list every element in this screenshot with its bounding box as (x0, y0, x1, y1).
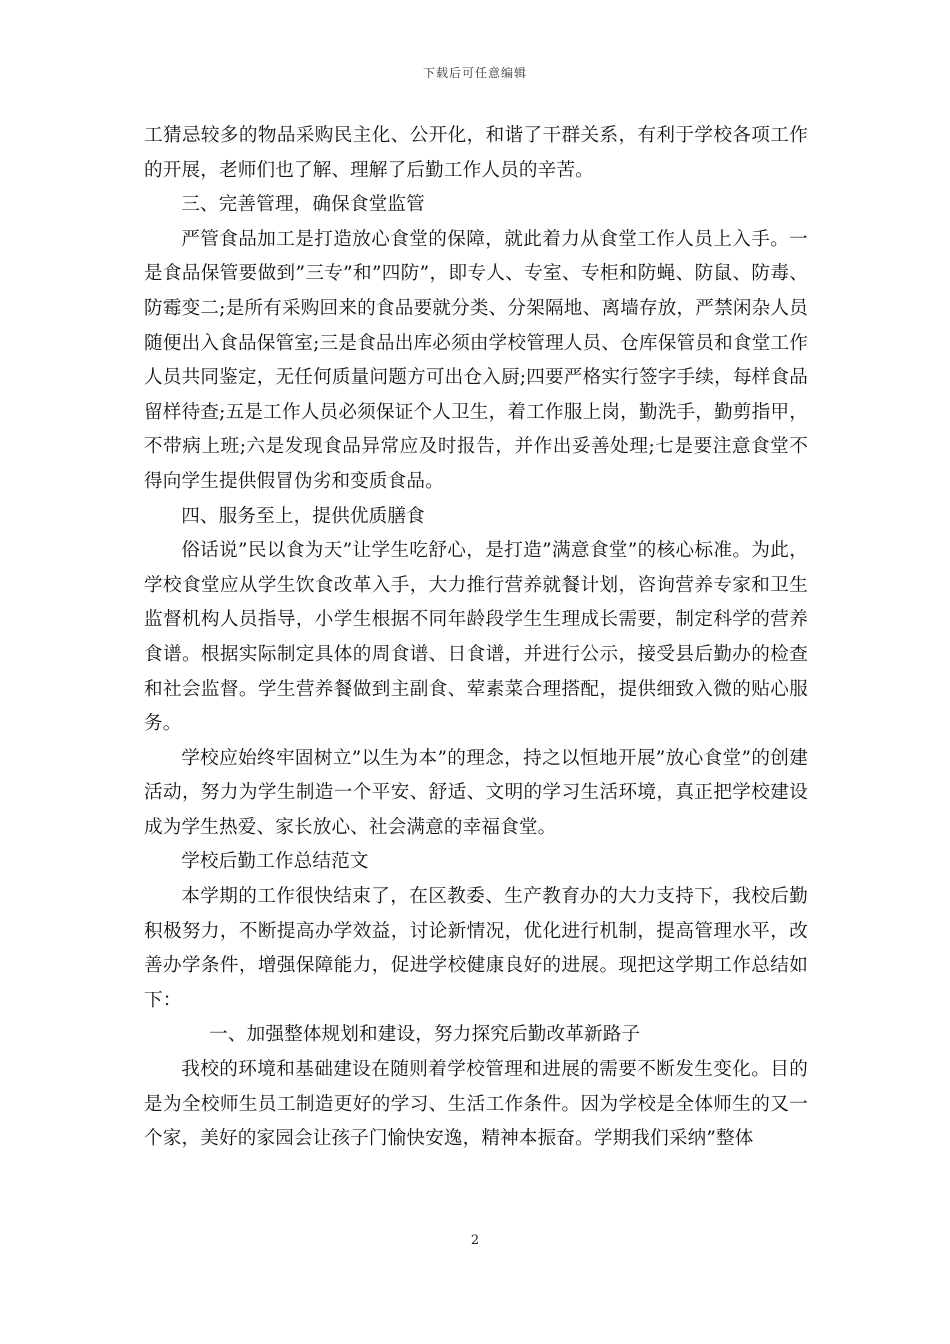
paragraph-3: 俗话说”民以食为天”让学生吃舒心，是打造”满意食堂”的核心标准。为此，学校食堂应从学生饮食改革入手，大力推行营养就餐计划，咨询营养专家和卫生监督机构人员指导，小学生根据不同年龄段学生生理成长需要，制定科学的营养食谱。根据实际制定具体的周食谱、日食谱，并进行公示，接受县后勤办的检查和社会监督。学生营养餐做到主副食、荤素菜合理搭配，提供细致入微的贴心服务。 (144, 540, 808, 735)
section-heading-4: 四、服务至上，提供优质膳食 (181, 505, 425, 527)
paragraph-6: 我校的环境和基础建设在随则着学校管理和进展的需要不断发生变化。目的是为全校师生员工制造更好的学习、生活工作条件。因为学校是全体师生的又一个家，美好的家园会让孩子门愉快安逸，精神本振奋。学期我们采纳”整体 (144, 1059, 808, 1150)
document-subtitle: 学校后勤工作总结范文 (181, 851, 369, 873)
paragraph-2: 严管食品加工是打造放心食堂的保障，就此着力从食堂工作人员上入手。一是食品保管要做到”三专”和”四防”，即专人、专室、专柜和防蝇、防鼠、防毒、防霉变二;是所有采购回来的食品要就分类、分架隔地、离墙存放，严禁闲杂人员随便出入食品保管室;三是食品出库必须由学校管理人员、仓库保管员和食堂工作人员共同鉴定，无任何质量问题方可出仓入厨;四要严格实行签字手续，每样食品留样待查;五是工作人员必须保证个人卫生，着工作服上岗，勤洗手，勤剪指甲，不带病上班;六是发现食品异常应及时报告，并作出妥善处理;七是要注意食堂不得向学生提供假冒伪劣和变质食品。 (144, 228, 808, 492)
paragraph-1: 工猜忌较多的物品采购民主化、公开化，和谐了干群关系，有利于学校各项工作的开展，老师们也了解、理解了后勤工作人员的辛苦。 (144, 125, 808, 181)
document-body (144, 119, 808, 1157)
page-header-note: 下载后可任意编辑 (422, 66, 527, 80)
page-number: 2 (470, 1233, 480, 1248)
paragraph-5: 本学期的工作很快结束了，在区教委、生产教育办的大力支持下，我校后勤积极努力，不断提高办学效益，讨论新情况，优化进行机制，提高管理水平，改善办学条件，增强保障能力，促进学校健康良好的进展。现把这学期工作总结如下： (144, 886, 808, 1011)
paragraph-4: 学校应始终牢固树立”以生为本”的理念，持之以恒地开展”放心食堂”的创建活动，努力为学生制造一个平安、舒适、文明的学习生活环境，真正把学校建设成为学生热爱、家长放心、社会满意的幸福食堂。 (144, 747, 808, 838)
section-heading-1: 一、加强整体规划和建设，努力探究后勤改革新路子 (209, 1024, 641, 1046)
section-heading-3: 三、完善管理，确保食堂监管 (181, 194, 425, 216)
